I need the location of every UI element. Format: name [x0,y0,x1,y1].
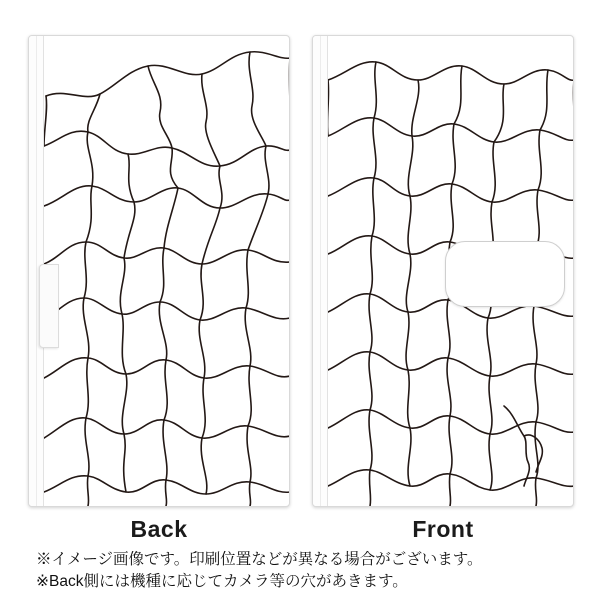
disclaimer-notes [36,549,576,593]
elastic-band-tab [39,264,59,348]
spine-crease-line [36,36,37,506]
camera-hole-window [445,241,565,307]
note-image-disclaimer: ※イメージ画像です。印刷位置などが異なる場合がございます。 [36,551,483,568]
back-cover-panel [28,35,290,507]
back-cover-pattern [44,36,290,506]
front-cover-panel [312,35,574,507]
note-camera-hole-disclaimer: ※Back側には機種に応じてカメラ等の穴があきます。 [36,573,408,590]
front-cover-spine [313,36,328,506]
spine-crease-line [320,36,321,506]
front-cover-caption: Front [412,516,474,542]
back-cover-caption: Back [130,516,188,542]
